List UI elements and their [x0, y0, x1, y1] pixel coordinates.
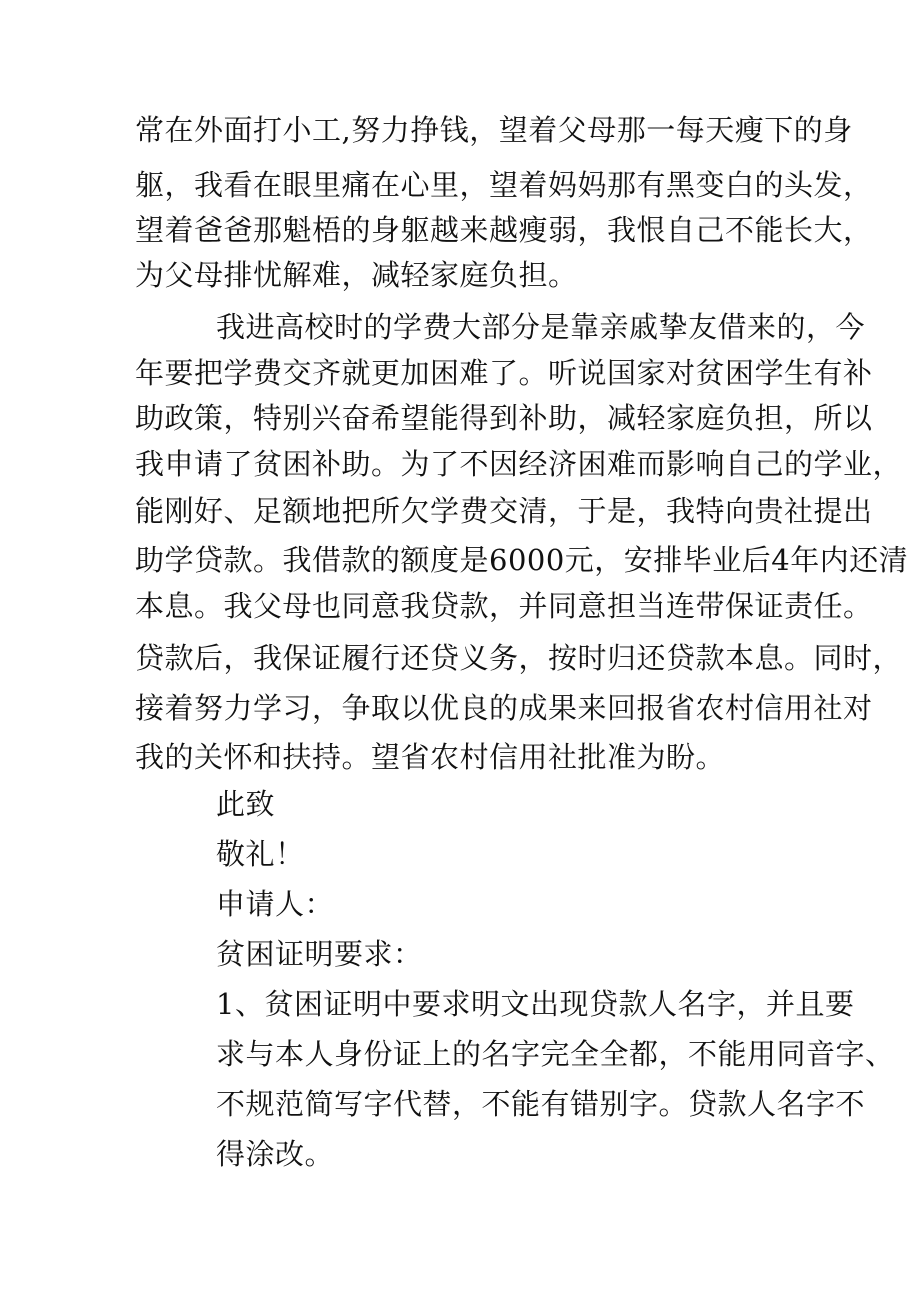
requirement-line: 1、贫困证明中要求明文出现贷款人名字，并且要 [216, 987, 855, 1021]
paragraph-line: 助学贷款。我借款的额度是6000元，安排毕业后4年内还清 [135, 543, 909, 577]
closing-regards: 敬礼！ [216, 837, 305, 871]
closing-salutation: 此致 [216, 787, 276, 821]
paragraph-line: 常在外面打小工,努力挣钱，望着父母那一每天瘦下的身 [135, 113, 853, 147]
applicant-label: 申请人： [216, 887, 335, 921]
requirement-line: 求与本人身份证上的名字完全全都，不能用同音字、 [216, 1037, 895, 1071]
requirement-line: 得涂改。 [216, 1137, 335, 1171]
paragraph-line: 我申请了贫困补助。为了不因经济困难而影响自己的学业， [135, 447, 903, 481]
paragraph-line: 为父母排忧解难，减轻家庭负担。 [135, 258, 578, 292]
paragraph-line: 我的关怀和扶持。望省农村信用社批准为盼。 [135, 740, 726, 774]
requirements-heading: 贫困证明要求： [216, 937, 423, 971]
paragraph-line: 年要把学费交齐就更加困难了。听说国家对贫困学生有补 [135, 356, 873, 390]
paragraph-line: 贷款后，我保证履行还贷义务，按时归还贷款本息。同时， [135, 641, 903, 675]
paragraph-line: 接着努力学习，争取以优良的成果来回报省农村信用社对 [135, 691, 873, 725]
paragraph-line: 助政策，特别兴奋希望能得到补助，减轻家庭负担，所以 [135, 401, 873, 435]
paragraph-line: 望着爸爸那魁梧的身躯越来越瘦弱，我恨自己不能长大， [135, 213, 873, 247]
paragraph-line: 本息。我父母也同意我贷款，并同意担当连带保证责任。 [135, 589, 873, 623]
paragraph-line: 躯，我看在眼里痛在心里，望着妈妈那有黑变白的头发， [135, 168, 873, 202]
requirement-line: 不规范简写字代替，不能有错别字。贷款人名字不 [216, 1087, 866, 1121]
paragraph-line: 能刚好、足额地把所欠学费交清，于是，我特向贵社提出 [135, 494, 873, 528]
paragraph-first-line: 我进高校时的学费大部分是靠亲戚挚友借来的，今 [216, 310, 866, 344]
